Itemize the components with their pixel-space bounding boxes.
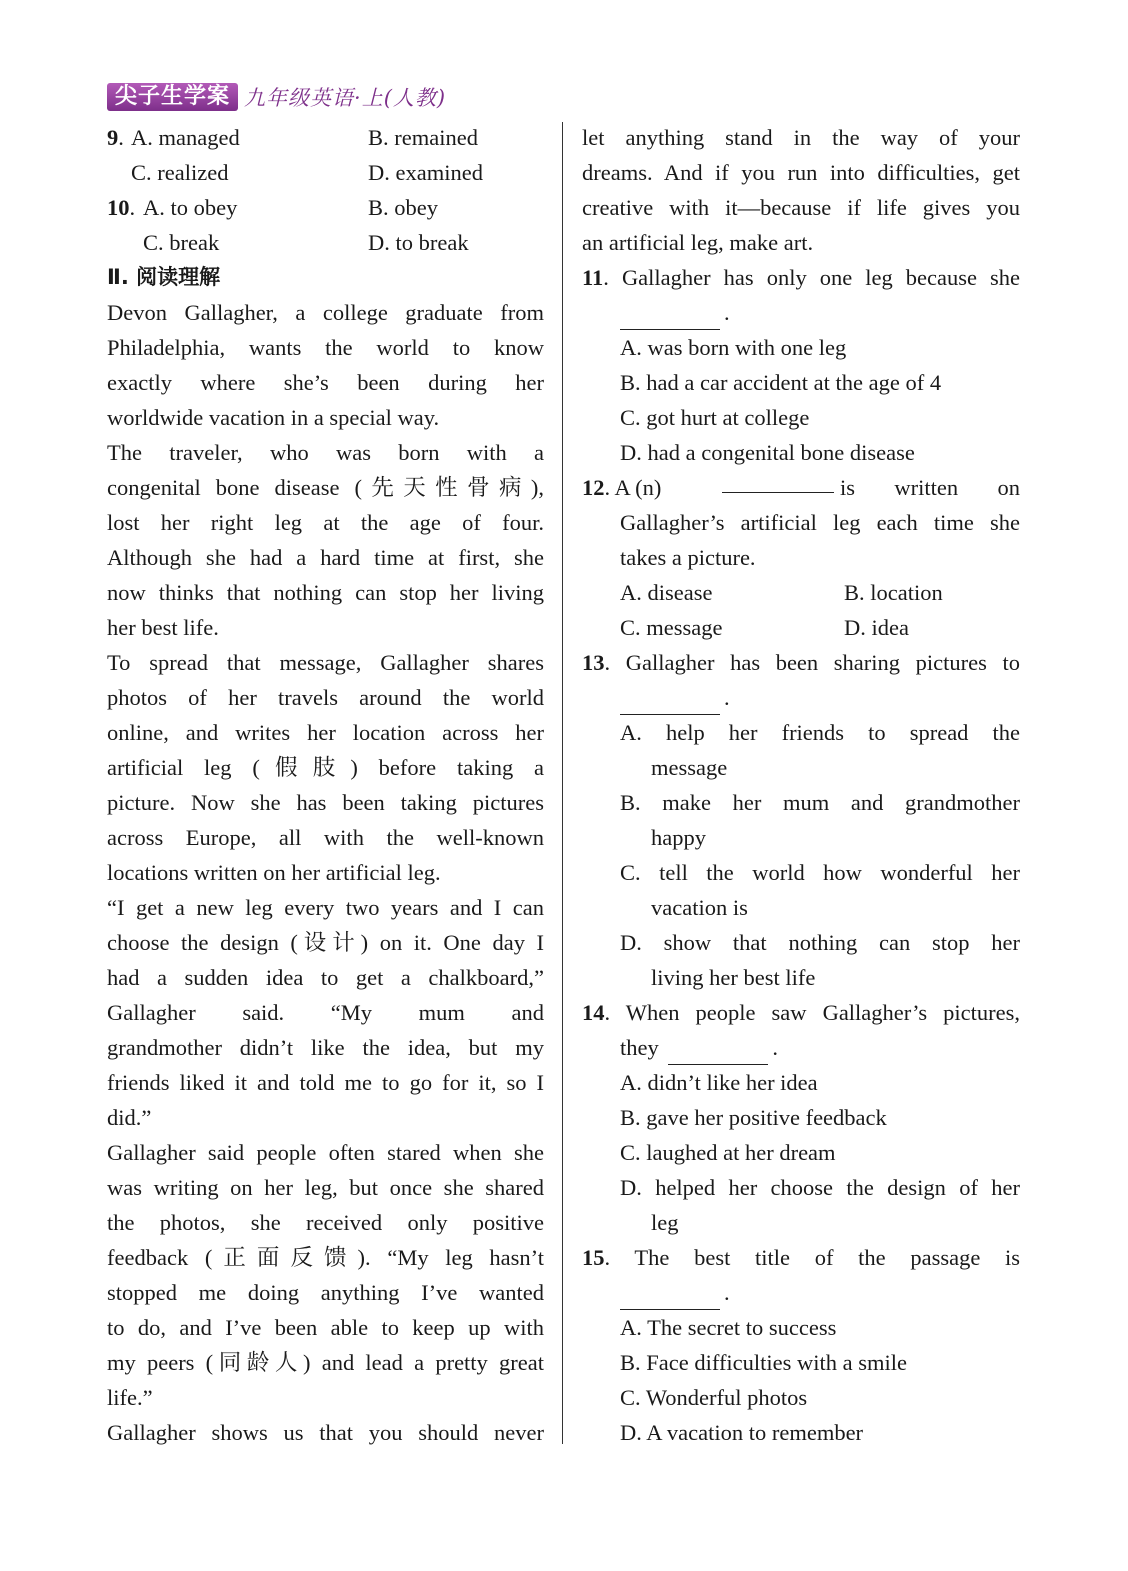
passage-line: my peers (同龄人) and lead a pretty great bbox=[107, 1350, 544, 1375]
question-12: 12. A (n) is written on Gallagher’s artificial leg each time she takes a picture. A. disease B. location C. message D. idea bbox=[582, 470, 1020, 645]
passage-line: did.” bbox=[107, 1105, 152, 1130]
passage-line: an artificial leg, make art. bbox=[582, 230, 814, 255]
passage-line: choose the design (设计) on it. One day I bbox=[107, 930, 544, 955]
option-c: C. tell the world how wonderful her bbox=[620, 860, 1020, 885]
question-stem: Gallagher has been sharing pictures to bbox=[625, 650, 1020, 675]
option-b: B. gave her positive feedback bbox=[620, 1105, 887, 1130]
reading-passage-continued bbox=[582, 120, 1020, 260]
passage-line: across Europe, all with the well-known bbox=[107, 825, 544, 850]
passage-line: was writing on her leg, but once she shared bbox=[107, 1175, 544, 1200]
option-a-continued: message bbox=[651, 755, 728, 780]
question-stem: Gallagher’s artificial leg each time she bbox=[620, 510, 1020, 535]
option-d: D. A vacation to remember bbox=[620, 1420, 864, 1445]
option-b: B. location bbox=[844, 580, 943, 605]
question-stem-end: is written on bbox=[840, 475, 1020, 500]
option-a: A. help her friends to spread the bbox=[620, 720, 1020, 745]
option-a: A. was born with one leg bbox=[620, 335, 847, 360]
option-b-continued: happy bbox=[651, 825, 706, 850]
question-stem: Gallagher has only one leg because she bbox=[621, 265, 1020, 290]
passage-line: creative with it—because if life gives you bbox=[582, 195, 1020, 220]
option-b: B. obey bbox=[368, 195, 438, 220]
passage-line: picture. Now she has been taking pictures bbox=[107, 790, 544, 815]
question-15: 15. The best title of the passage is . A. The secret to success B. Face difficulties with a smile C. Wonderful photos D. A vacation to remember bbox=[582, 1240, 1020, 1450]
question-number: 15 bbox=[582, 1245, 605, 1270]
question-number: 10 bbox=[107, 195, 130, 220]
passage-line: stopped me doing anything I’ve wanted bbox=[107, 1280, 544, 1305]
section-title: Ⅱ. 阅读理解 bbox=[107, 265, 221, 289]
option-a: A. didn’t like her idea bbox=[620, 1070, 818, 1095]
option-d-continued: living her best life bbox=[651, 965, 816, 990]
passage-line: now thinks that nothing can stop her living bbox=[107, 580, 544, 605]
option-a: A. managed bbox=[131, 125, 240, 150]
question-stem: When people saw Gallagher’s pictures, bbox=[625, 1000, 1020, 1025]
passage-line: congenital bone disease (先天性骨病), bbox=[107, 475, 544, 500]
option-c: C. message bbox=[620, 615, 723, 640]
option-d: D. show that nothing can stop her bbox=[620, 930, 1020, 955]
option-b: B. remained bbox=[368, 125, 478, 150]
question-11: 11. Gallagher has only one leg because she . A. was born with one leg B. had a car accident at the age of 4 C. got hurt at college D. had a congenital bone disease bbox=[582, 260, 1020, 470]
question-10-row-1: 10. A. to obey B. obey bbox=[107, 190, 544, 225]
passage-line: “I get a new leg every two years and I can bbox=[107, 895, 544, 920]
question-number: 13 bbox=[582, 650, 605, 675]
passage-line: Philadelphia, wants the world to know bbox=[107, 335, 544, 360]
reading-passage bbox=[107, 295, 544, 1450]
question-stem: takes a picture. bbox=[620, 545, 756, 570]
answer-blank bbox=[668, 1040, 768, 1065]
option-c: C. got hurt at college bbox=[620, 405, 810, 430]
option-d: D. had a congenital bone disease bbox=[620, 440, 915, 465]
right-column bbox=[582, 120, 1020, 1450]
page-header bbox=[107, 82, 446, 112]
option-b: B. make her mum and grandmother bbox=[620, 790, 1020, 815]
option-d: D. helped her choose the design of her bbox=[620, 1175, 1020, 1200]
column-divider bbox=[562, 122, 563, 1444]
question-stem-start: A (n) bbox=[614, 475, 662, 500]
passage-line: her best life. bbox=[107, 615, 219, 640]
option-c: C. Wonderful photos bbox=[620, 1385, 808, 1410]
question-13: 13. Gallagher has been sharing pictures to . A. help her friends to spread the message B. make her mum and grandmother happy C. tell the world how wonderful her vacation is D. show that nothing can stop her living her best life bbox=[582, 645, 1020, 995]
answer-blank bbox=[722, 468, 834, 493]
passage-line: dreams. And if you run into difficulties, get bbox=[582, 160, 1020, 185]
brand-logo: 尖子生学案 bbox=[107, 83, 238, 111]
passage-line: exactly where she’s been during her bbox=[107, 370, 544, 395]
passage-line: Gallagher said. “My mum and bbox=[107, 1000, 544, 1025]
option-a: A. The secret to success bbox=[620, 1315, 837, 1340]
question-14: 14. When people saw Gallagher’s pictures, they . A. didn’t like her idea B. gave her positive feedback C. laughed at her dream D. helped her choose the design of her leg bbox=[582, 995, 1020, 1240]
left-column bbox=[107, 120, 544, 1450]
option-d-continued: leg bbox=[651, 1210, 679, 1235]
option-a: A. to obey bbox=[143, 195, 238, 220]
passage-line: Gallagher shows us that you should never bbox=[107, 1420, 544, 1445]
option-b: B. Face difficulties with a smile bbox=[620, 1350, 908, 1375]
passage-line: To spread that message, Gallagher shares bbox=[107, 650, 544, 675]
question-9-row-2 bbox=[107, 155, 544, 190]
passage-line: to do, and I’ve been able to keep up with bbox=[107, 1315, 544, 1340]
option-b: B. had a car accident at the age of 4 bbox=[620, 370, 942, 395]
option-d: D. to break bbox=[368, 230, 469, 255]
passage-line: Gallagher said people often stared when she bbox=[107, 1140, 544, 1165]
passage-line: The traveler, who was born with a bbox=[107, 440, 544, 465]
passage-line: the photos, she received only positive bbox=[107, 1210, 544, 1235]
question-stem: The best title of the passage is bbox=[634, 1245, 1020, 1270]
option-c: C. realized bbox=[131, 160, 229, 185]
passage-line: photos of her travels around the world bbox=[107, 685, 544, 710]
option-c: C. laughed at her dream bbox=[620, 1140, 836, 1165]
question-number: 12 bbox=[582, 475, 605, 500]
option-a: A. disease bbox=[620, 580, 713, 605]
passage-line: feedback (正面反馈). “My leg hasn’t bbox=[107, 1245, 544, 1270]
question-number: 9 bbox=[107, 125, 119, 150]
question-number: 11 bbox=[582, 265, 604, 290]
option-c: C. break bbox=[143, 230, 220, 255]
passage-line: let anything stand in the way of your bbox=[582, 125, 1020, 150]
passage-line: artificial leg (假肢) before taking a bbox=[107, 755, 544, 780]
option-c-continued: vacation is bbox=[651, 895, 748, 920]
passage-line: worldwide vacation in a special way. bbox=[107, 405, 440, 430]
option-d: D. idea bbox=[844, 615, 909, 640]
passage-line: lost her right leg at the age of four. bbox=[107, 510, 544, 535]
question-number: 14 bbox=[582, 1000, 605, 1025]
answer-blank bbox=[620, 690, 720, 715]
passage-line: grandmother didn’t like the idea, but my bbox=[107, 1035, 544, 1060]
question-9-row-1: 9. A. managed B. remained bbox=[107, 120, 544, 155]
option-d: D. examined bbox=[368, 160, 483, 185]
passage-line: online, and writes her location across her bbox=[107, 720, 544, 745]
passage-line: Although she had a hard time at first, she bbox=[107, 545, 544, 570]
passage-line: had a sudden idea to get a chalkboard,” bbox=[107, 965, 544, 990]
passage-line: locations written on her artificial leg. bbox=[107, 860, 441, 885]
passage-line: life.” bbox=[107, 1385, 153, 1410]
passage-line: Devon Gallagher, a college graduate from bbox=[107, 300, 544, 325]
passage-line: friends liked it and told me to go for it, so I bbox=[107, 1070, 544, 1095]
question-10-row-2 bbox=[107, 225, 544, 260]
book-subject: 九年级英语·上(人教) bbox=[244, 86, 447, 110]
answer-blank bbox=[620, 305, 720, 330]
answer-blank bbox=[620, 1285, 720, 1310]
